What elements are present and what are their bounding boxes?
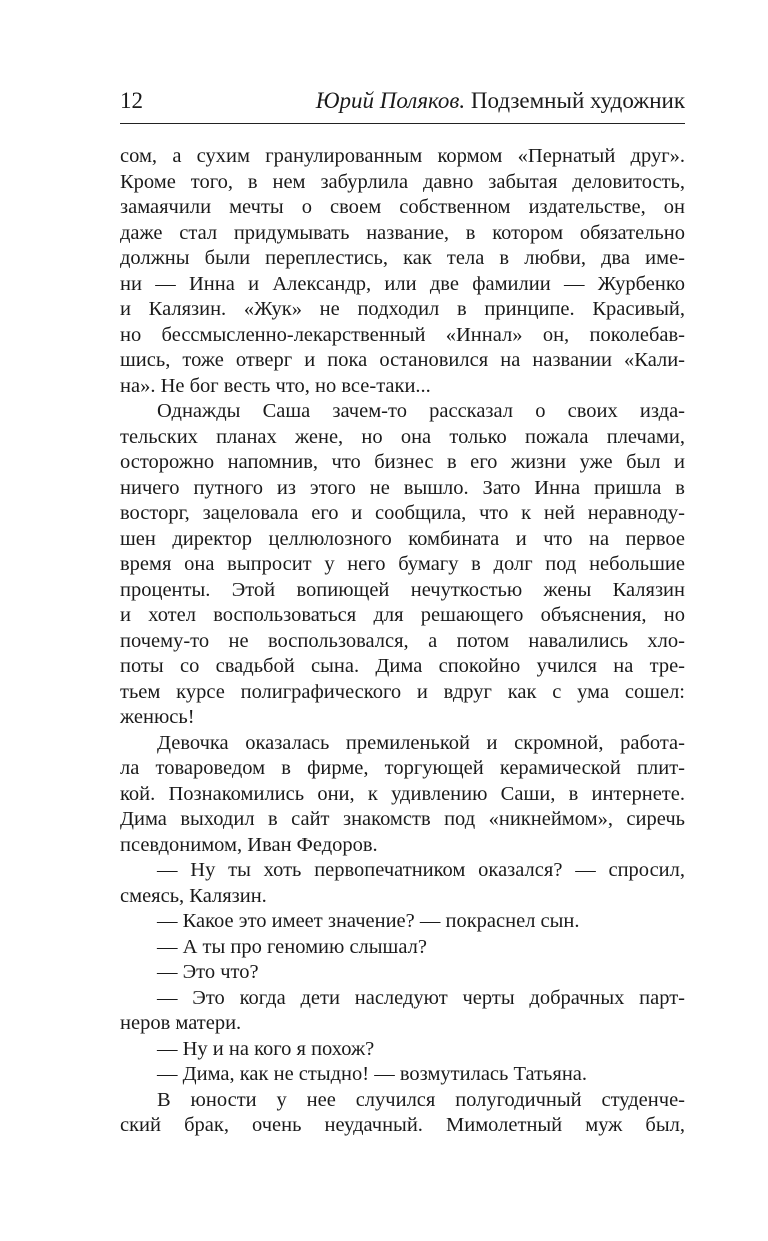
header-rule [120,123,685,124]
text-line: ла товароведом в фирме, торгующей керамической плит- [120,757,685,779]
text-line: — Какое это имеет значение? — покраснел сын. [157,910,580,932]
text-line: — Дима, как не стыдно! — возмутилась Татьяна. [157,1063,588,1085]
text-line: осторожно напомнив, что бизнес в его жизни уже был и [120,451,685,473]
text-line: ский брак, очень неудачный. Мимолетный муж был, [120,1114,685,1136]
text-line: замаячили мечты о своем собственном издательстве, он [120,196,685,218]
text-line: ничего путного из этого не вышло. Зато Инна пришла в [120,476,685,499]
text-line: почему-то не воспользовался, а потом навалились хло- [120,629,685,652]
text-line: даже стал придумывать название, в котором обязательно [120,221,685,244]
text-line: Кроме того, в нем забурлила давно забытая деловитость, [120,170,685,193]
text-line: восторг, зацеловала его и сообщила, что к ней неравноду- [120,502,685,524]
text-line: ни — Инна и Александр, или две фамилии — Журбенко [120,272,685,295]
text-line: неров матери. [120,1012,242,1034]
text-line: В юности у нее случился полугодичный студенче- [157,1088,685,1111]
text-line: сом, а сухим гранулированным кормом «Пернатый друг». [120,145,685,167]
text-line: кой. Познакомились они, к удивлению Саши, в интернете. [120,782,685,805]
running-title [316,86,685,116]
author-name: Юрий Поляков. [315,88,466,113]
text-line: Дима выходил в сайт знакомств под «никнеймом», сиречь [120,808,685,830]
text-line: проценты. Этой вопиющей нечуткостью жены Калязин [120,578,685,601]
text-line: и хотел воспользоваться для решающего объяснения, но [120,604,685,626]
text-line: на». Не бог весть что, но все-таки... [120,374,431,397]
text-line: смеясь, Калязин. [120,884,267,907]
text-line: псевдонимом, Иван Федоров. [120,833,378,856]
text-line: — Ну и на кого я похож? [157,1037,375,1060]
body-text [120,144,685,1139]
text-line: но бессмысленно-лекарственный «Иннал» он, поколебав- [120,323,685,346]
text-line: шись, тоже отверг и пока остановился на названии «Кали- [120,349,685,371]
text-line: поты со свадьбой сына. Дима спокойно учился на тре- [120,655,685,677]
text-line: тельских планах жене, но она только пожала плечами, [120,425,685,448]
text-line: должны были переплестись, как тела в любви, два име- [120,247,685,269]
text-line: — Это что? [157,961,259,983]
text-line: — Это когда дети наследуют черты добрачных парт- [157,986,685,1009]
text-line: тьем курсе полиграфического и вдруг как с ума сошел: [120,680,685,703]
text-line: женюсь! [120,706,195,728]
text-line: и Калязин. «Жук» не подходил в принципе. Красивый, [120,298,685,320]
text-line: — А ты про геномию слышал? [157,935,427,958]
text-line: шен директор целлюлозного комбината и что на первое [120,527,685,550]
running-header [120,86,685,116]
text-line: Девочка оказалась премиленькой и скромной, работа- [157,731,685,754]
text-line: время она выпросит у него бумагу в долг под небольшие [120,553,685,575]
page-number: 12 [120,88,143,113]
text-line: Однажды Саша зачем-то рассказал о своих изда- [157,400,685,422]
text-line: — Ну ты хоть первопечатником оказался? — спросил, [157,859,685,881]
book-title: Подземный художник [470,88,685,113]
